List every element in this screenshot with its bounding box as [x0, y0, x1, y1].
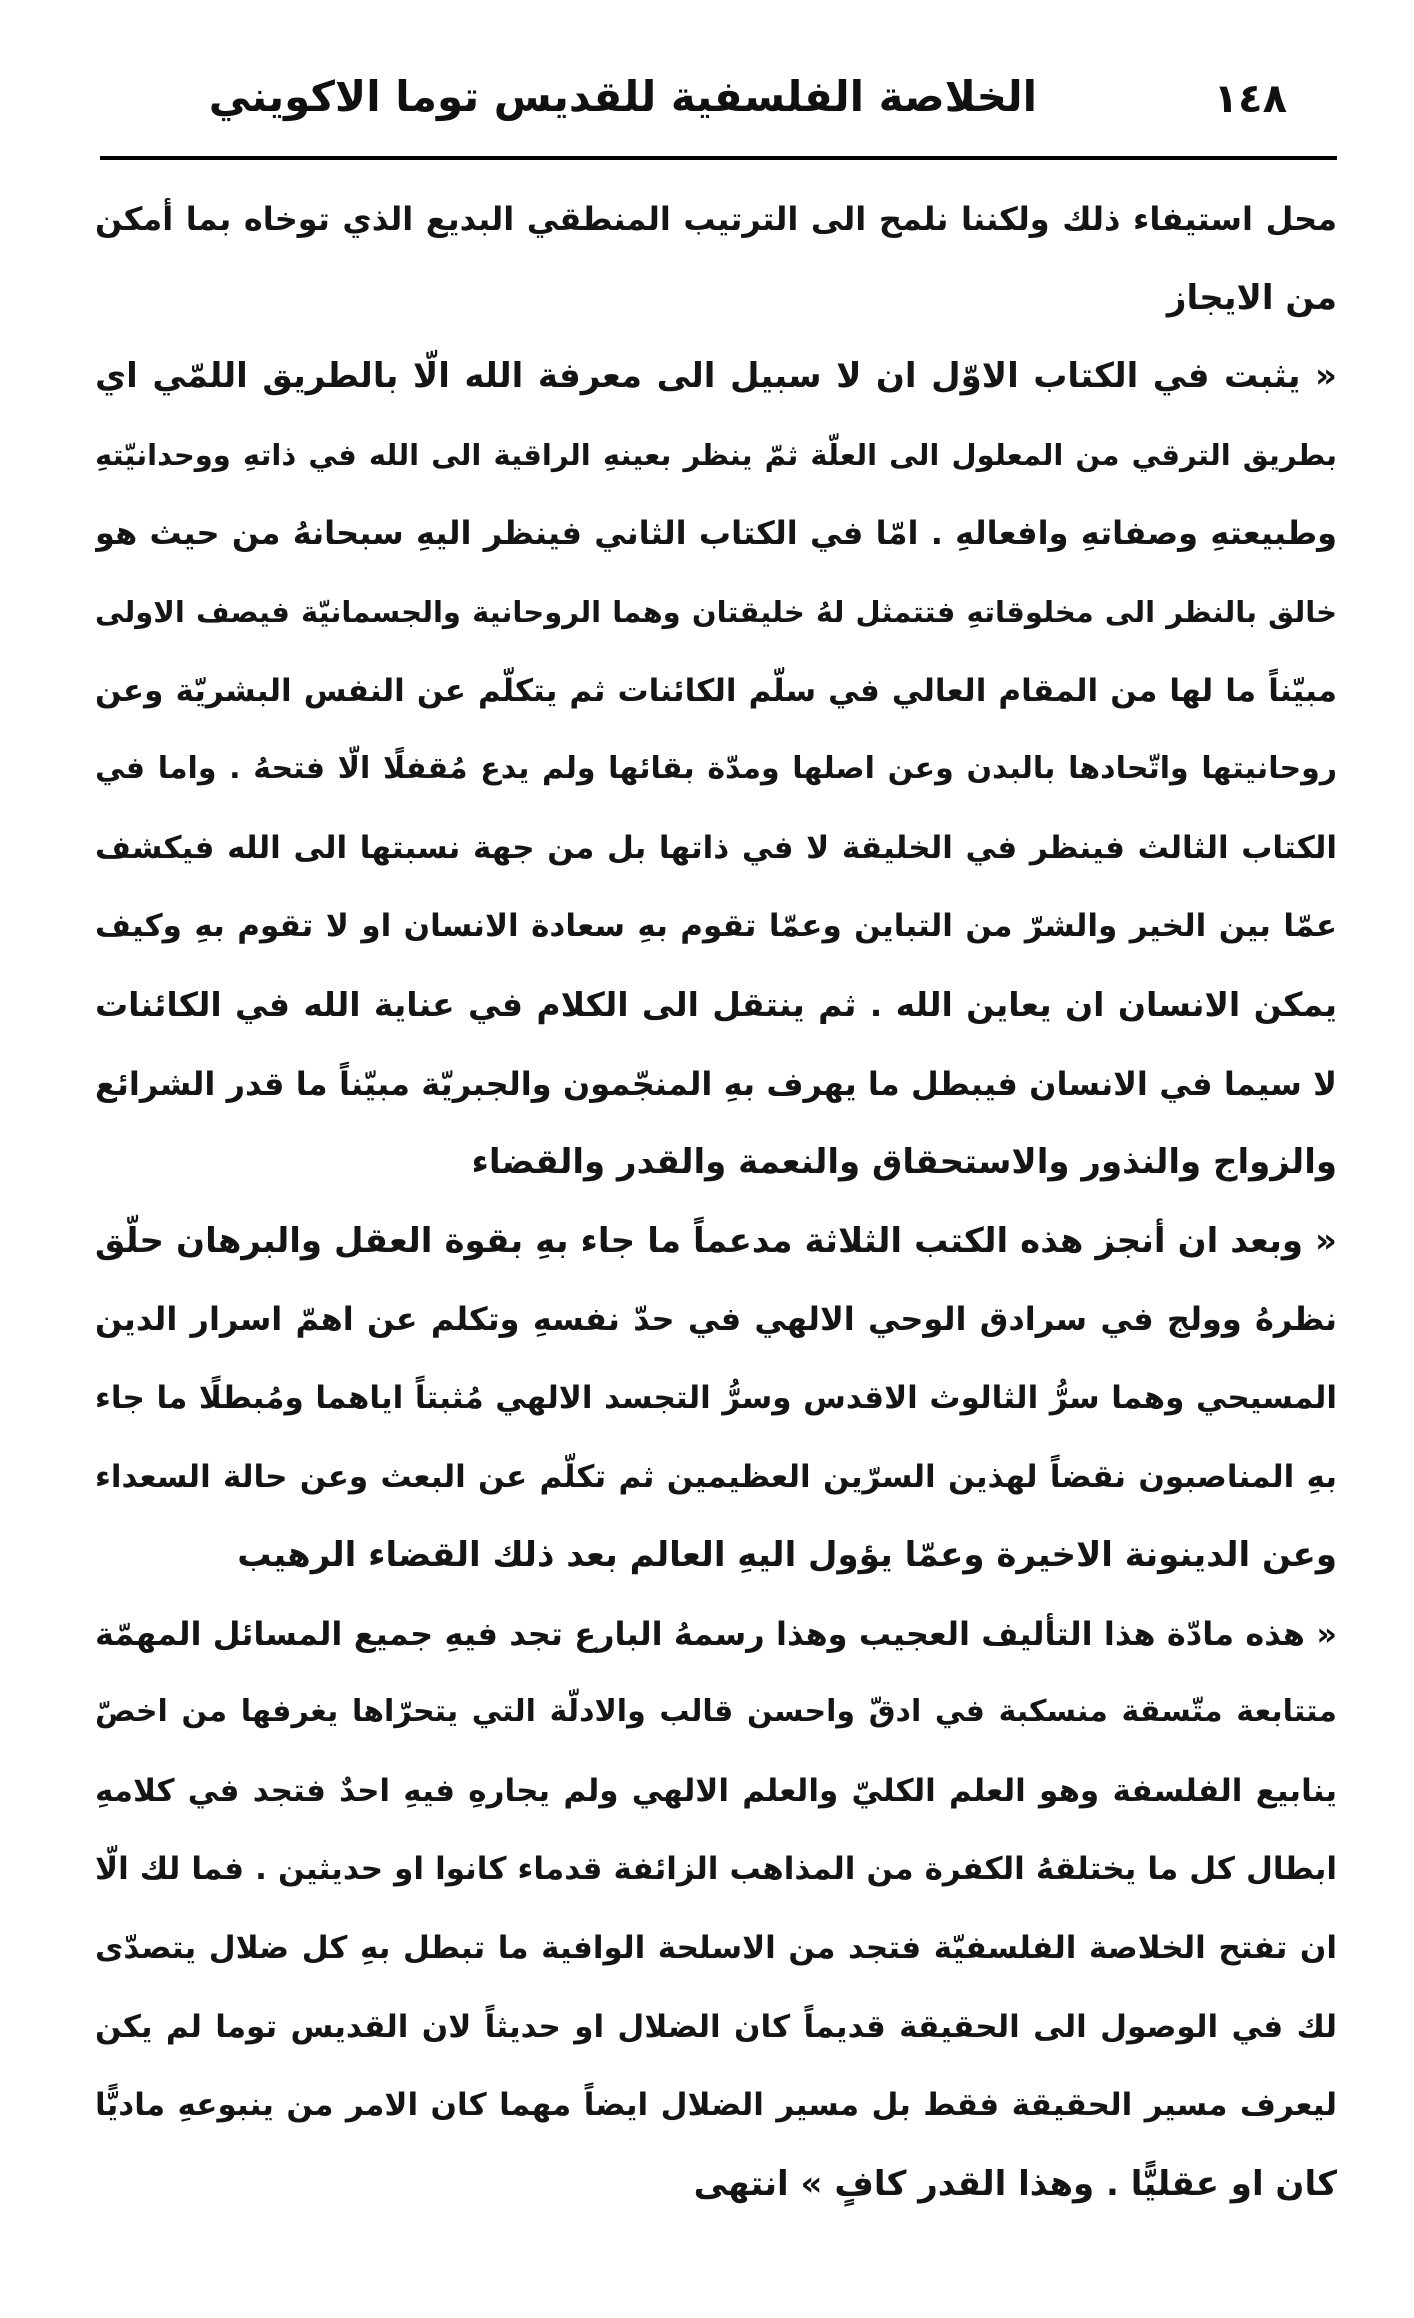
text-line: مبيّناً ما لها من المقام العالي في سلّم الكائنات ثم يتكلّم عن النفس البشريّة وعن: [95, 672, 1337, 709]
text-line: ابطال كل ما يختلقهُ الكفرة من المذاهب الزائفة قدماء كانوا او حديثين . فما لك الّا: [95, 1851, 1337, 1888]
text-line: والزواج والنذور والاستحقاق والنعمة والقدر والقضاء: [471, 1142, 1337, 1183]
paragraph: [95, 1202, 1337, 1595]
text-line: روحانيتها واتّحادها بالبدن وعن اصلها ومدّة بقائها ولم يدع مُقفلًا الّا فتحهُ . واما في: [95, 751, 1337, 787]
header-rule: [100, 156, 1337, 160]
text-line: وعن الدينونة الاخيرة وعمّا يؤول اليهِ العالم بعد ذلك القضاء الرهيب: [237, 1535, 1337, 1576]
text-line: من الايجاز: [1166, 277, 1337, 318]
text-line: كان او عقليًّا . وهذا القدر كافٍ » انتهى: [693, 2163, 1337, 2204]
page-number: ١٤٨: [1213, 76, 1287, 122]
text-line: ليعرف مسير الحقيقة فقط بل مسير الضلال ايضاً مهما كان الامر من ينبوعهِ ماديًّا: [95, 2087, 1337, 2124]
paragraph: [95, 180, 1337, 337]
text-line: بهِ المناصبون نقضاً لهذين السرّين العظيمين ثم تكلّم عن البعث وعن حالة السعداء: [95, 1458, 1337, 1495]
paragraph: [95, 1595, 1337, 2224]
book-page: [95, 0, 1337, 2318]
running-head: [95, 68, 1337, 148]
text-line: ينابيع الفلسفة وهو العلم الكليّ والعلم الالهي ولم يجارهِ فيهِ احدٌ فتجد في كلامهِ: [95, 1772, 1337, 1809]
body-text: [95, 180, 1337, 2223]
text-line: الكتاب الثالث فينظر في الخليقة لا في ذاتها بل من جهة نسبتها الى الله فيكشف: [95, 829, 1337, 866]
text-line: « وبعد ان أنجز هذه الكتب الثلاثة مدعماً ما جاء بهِ بقوة العقل والبرهان حلّق: [95, 1220, 1337, 1261]
text-line: نظرهُ وولج في سرادق الوحي الالهي في حدّ نفسهِ وتكلم عن اهمّ اسرار الدين: [95, 1300, 1337, 1339]
paragraph: [95, 337, 1337, 1202]
text-line: بطريق الترقي من المعلول الى العلّة ثمّ ينظر بعينهِ الراقية الى الله في ذاتهِ ووحدانيّتهِ: [95, 437, 1337, 472]
text-line: وطبيعتهِ وصفاتهِ وافعالهِ . امّا في الكتاب الثاني فينظر اليهِ سبحانهُ من حيث هو: [95, 514, 1337, 553]
text-line: متتابعة متّسقة منسكبة في ادقّ واحسن قالب والادلّة التي يتحرّاها يغرفها من اخصّ: [95, 1694, 1337, 1730]
text-line: خالق بالنظر الى مخلوقاتهِ فتتمثل لهُ خليقتان وهما الروحانية والجسمانيّة فيصف الاولى: [95, 594, 1337, 629]
text-line: محل استيفاء ذلك ولكننا نلمح الى الترتيب المنطقي البديع الذي توخاه بما أمكن: [95, 200, 1337, 238]
text-line: يمكن الانسان ان يعاين الله . ثم ينتقل الى الكلام في عناية الله في الكائنات: [95, 984, 1337, 1024]
running-title: الخلاصة الفلسفية للقديس توما الاكويني: [208, 72, 1037, 121]
text-line: « يثبت في الكتاب الاوّل ان لا سبيل الى معرفة الله الّا بالطريق اللمّي اي: [95, 356, 1337, 397]
text-line: لك في الوصول الى الحقيقة قديماً كان الضلال او حديثاً لان القديس توما لم يكن: [95, 2008, 1337, 2045]
text-line: عمّا بين الخير والشرّ من التباين وعمّا تقوم بهِ سعادة الانسان او لا تقوم بهِ وكيف: [95, 908, 1337, 945]
text-line: ان تفتح الخلاصة الفلسفيّة فتجد من الاسلحة الوافية ما تبطل بهِ كل ضلال يتصدّى: [95, 1930, 1337, 1967]
text-line: المسيحي وهما سرُّ الثالوث الاقدس وسرُّ التجسد الالهي مُثبتاً اياهما ومُبطلًا ما جاء: [95, 1379, 1337, 1416]
text-line: لا سيما في الانسان فيبطل ما يهرف بهِ المنجّمون والجبريّة مبيّناً ما قدر الشرائع: [95, 1064, 1337, 1103]
text-line: « هذه مادّة هذا التأليف العجيب وهذا رسمهُ البارع تجد فيهِ جميع المسائل المهمّة: [95, 1614, 1337, 1653]
